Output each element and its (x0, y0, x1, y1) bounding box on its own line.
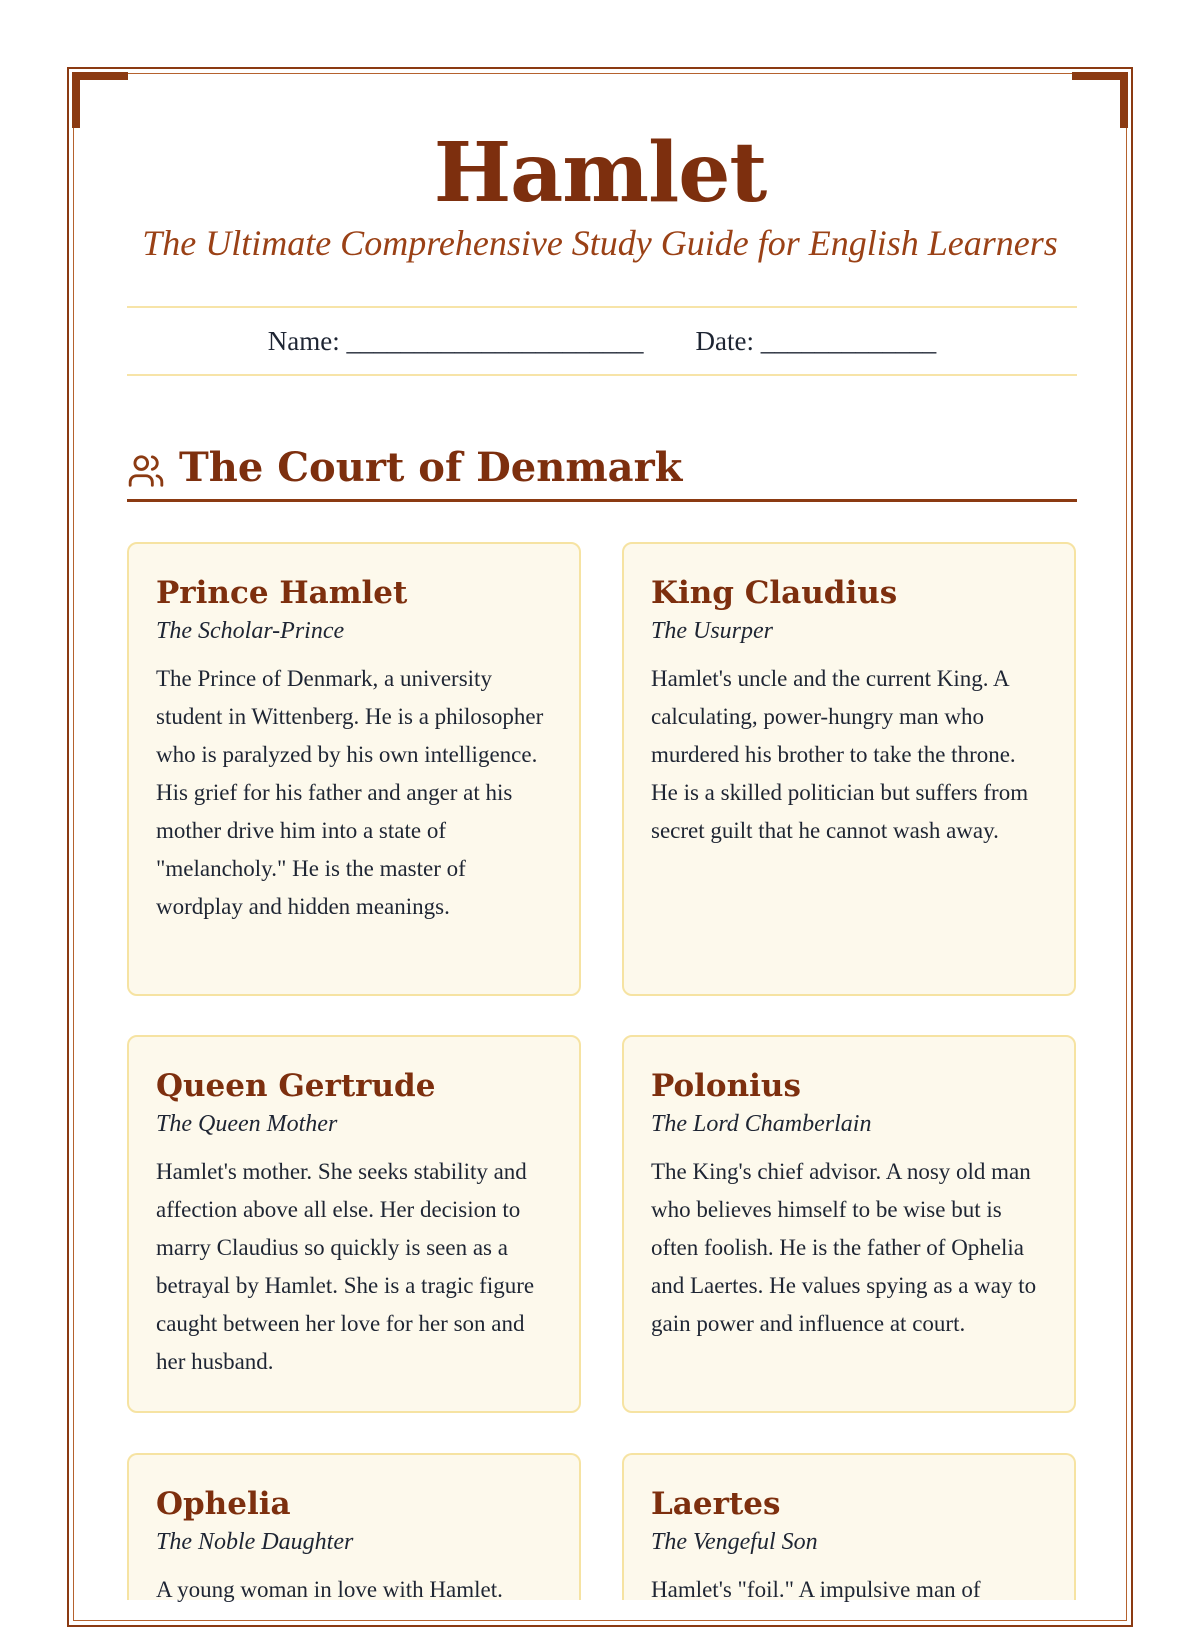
character-card-hamlet (127, 542, 581, 996)
corner-ornament-top-left (72, 72, 128, 128)
character-card-laertes (622, 1453, 1076, 1600)
section-title: The Court of Denmark (179, 444, 683, 491)
character-description: The King's chief advisor. A nosy old man who believes himself to be wise but is often foolish. He is the father of Ophelia and Laertes. He values spying as a way to gain power and influence at court. (651, 1159, 1037, 1336)
character-role: The Usurper (651, 618, 774, 644)
character-role: The Noble Daughter (156, 1529, 354, 1555)
character-card-claudius (622, 542, 1076, 996)
character-card-polonius (622, 1035, 1076, 1413)
character-name: Polonius (651, 1068, 801, 1104)
name-field[interactable]: Name: ______________________ (267, 325, 644, 356)
users-icon (127, 452, 165, 490)
character-role: The Queen Mother (156, 1111, 338, 1137)
corner-ornament-top-right (1072, 72, 1128, 128)
character-description: The Prince of Denmark, a university student in Wittenberg. He is a philosopher who is paralyzed by his own intelligence. His grief for his father and anger at his mother drive him into a state of "melancholy." He is the master of wordplay and hidden meanings. (156, 666, 544, 919)
character-description: Hamlet's mother. She seeks stability and affection above all else. Her decision to marry Claudius so quickly is seen as a betrayal by Hamlet. She is a tragic figure caught between her love for her son and her husband. (156, 1159, 535, 1374)
character-card-ophelia (127, 1453, 581, 1600)
page-subtitle: The Ultimate Comprehensive Study Guide for English Learners (142, 223, 1058, 263)
character-description: A young woman in love with Hamlet. (156, 1577, 503, 1602)
character-name: King Claudius (651, 575, 898, 611)
date-field[interactable]: Date: _____________ (695, 325, 937, 356)
character-name: Ophelia (156, 1486, 291, 1522)
character-name: Laertes (651, 1486, 781, 1522)
section-header (127, 446, 1077, 502)
page-title: Hamlet (433, 125, 767, 221)
character-role: The Lord Chamberlain (651, 1111, 872, 1137)
character-role: The Vengeful Son (651, 1529, 818, 1555)
character-name: Queen Gertrude (156, 1068, 436, 1104)
character-description: Hamlet's uncle and the current King. A calculating, power-hungry man who murdered his brother to take the throne. He is a skilled politician but suffers from secret guilt that he cannot wash away. (651, 666, 1029, 843)
character-card-gertrude (127, 1035, 581, 1413)
character-name: Prince Hamlet (156, 575, 408, 611)
name-date-bar (127, 306, 1077, 376)
character-role: The Scholar-Prince (156, 618, 345, 644)
character-description: Hamlet's "foil." A impulsive man of (651, 1577, 981, 1602)
